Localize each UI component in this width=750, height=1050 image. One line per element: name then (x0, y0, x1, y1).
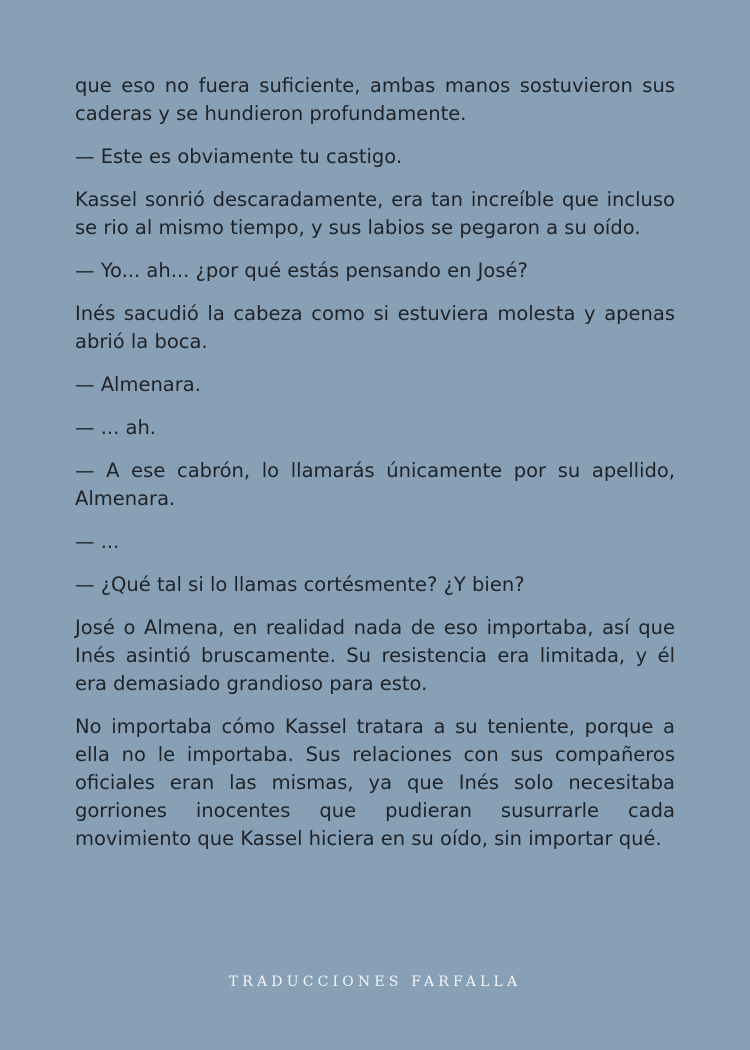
paragraph-12: No importaba cómo Kassel tratara a su teniente, porque a ella no le importaba. Sus relaciones con sus compañeros oficiales eran las mismas, ya que Inés solo necesitaba gorriones inocentes que pudieran susurrarle cada movimiento que Kassel hiciera en su oído, sin importar qué. (75, 715, 675, 850)
page-body (75, 72, 675, 868)
paragraph-2: — Este es obviamente tu castigo. (75, 145, 403, 168)
footer-credit: TRADUCCIONES FARFALLA (228, 974, 522, 990)
paragraph-3: Kassel sonrió descaradamente, era tan increíble que incluso se rio al mismo tiempo, y sus labios se pegaron a su oído. (75, 188, 675, 239)
paragraph-8: — A ese cabrón, lo llamarás únicamente por su apellido, Almenara. (75, 459, 675, 510)
paragraph-4: — Yo... ah... ¿por qué estás pensando en José? (75, 259, 528, 282)
paragraph-6: — Almenara. (75, 373, 201, 396)
paragraph-1: que eso no fuera suficiente, ambas manos sostuvieron sus caderas y se hundieron profundamente. (75, 74, 675, 125)
paragraph-10: — ¿Qué tal si lo llamas cortésmente? ¿Y bien? (75, 573, 525, 596)
paragraph-5: Inés sacudió la cabeza como si estuviera molesta y apenas abrió la boca. (75, 302, 675, 353)
paragraph-9: — ... (75, 530, 120, 553)
paragraph-7: — ... ah. (75, 416, 156, 439)
paragraph-11: José o Almena, en realidad nada de eso importaba, así que Inés asintió bruscamente. Su resistencia era limitada, y él era demasiado grandioso para esto. (75, 616, 675, 695)
